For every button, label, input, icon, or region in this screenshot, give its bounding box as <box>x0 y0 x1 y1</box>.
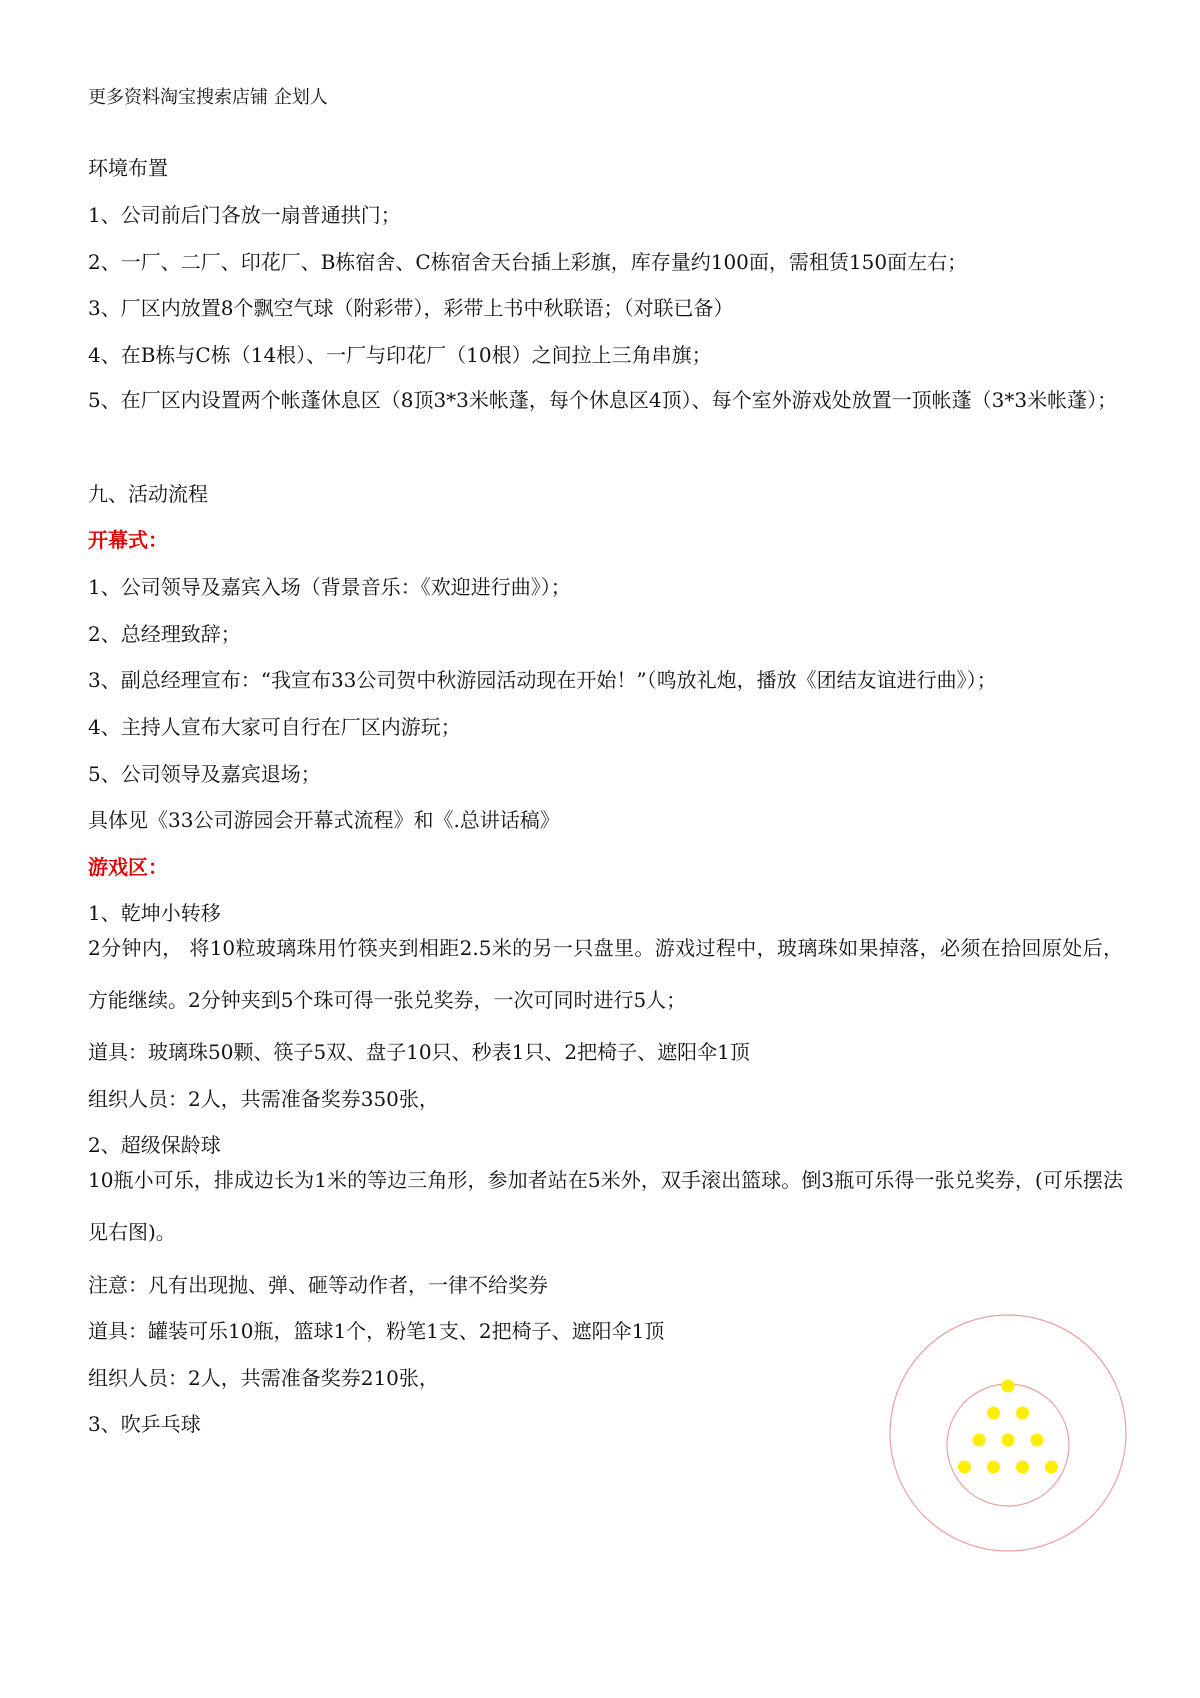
env-item-5: 5、在厂区内设置两个帐蓬休息区（8顶3*3米帐蓬，每个休息区4顶）、每个室外游戏处放置一顶帐蓬（3*3米帐蓬）； <box>88 388 1118 412</box>
game2-note: 注意：凡有出现抛、弹、砸等动作者，一律不给奖券 <box>88 1273 548 1297</box>
opening-item-3: 3、副总经理宣布：“我宣布33公司贺中秋游园活动现在开始！”（鸣放礼炮，播放《团结友谊进行曲》）； <box>88 668 997 692</box>
opening-item-5: 5、公司领导及嘉宾退场； <box>88 762 321 786</box>
outer-circle <box>890 1315 1126 1551</box>
game1-props: 道具：玻璃珠50颗、筷子5双、盘子10只、秒表1只、2把椅子、遮阳伞1顶 <box>88 1040 750 1064</box>
bottle-dot <box>1002 1434 1015 1447</box>
env-item-4: 4、在B栋与C栋（14根）、一厂与印花厂（10根）之间拉上三角串旗； <box>88 343 712 367</box>
bottle-dots <box>958 1380 1058 1474</box>
opening-title: 开幕式： <box>88 528 168 552</box>
opening-note: 具体见《33公司游园会开幕式流程》和《.总讲话稿》 <box>88 808 560 832</box>
game1-title: 1、乾坤小转移 <box>88 901 221 925</box>
opening-item-1: 1、公司领导及嘉宾入场（背景音乐：《欢迎进行曲》）； <box>88 575 571 599</box>
bottle-dot <box>987 1407 1000 1420</box>
bottle-dot <box>958 1461 971 1474</box>
opening-item-2: 2、总经理致辞； <box>88 622 241 646</box>
game1-description: 2分钟内， 将10粒玻璃珠用竹筷夹到相距2.5米的另一只盘里。游戏过程中，玻璃珠如果掉落，必须在拾回原处后，方能继续。2分钟夹到5个珠可得一张兑奖券，一次可同时进行5人； <box>88 936 1123 1012</box>
env-item-3: 3、厂区内放置8个飘空气球（附彩带），彩带上书中秋联语；（对联已备） <box>88 296 734 320</box>
bottle-dot <box>1045 1461 1058 1474</box>
game1-staff: 组织人员：2人，共需准备奖券350张， <box>88 1087 439 1111</box>
opening-item-4: 4、主持人宣布大家可自行在厂区内游玩； <box>88 715 461 739</box>
bottle-dot <box>1016 1461 1029 1474</box>
game2-description: 10瓶小可乐，排成边长为1米的等边三角形，参加者站在5米外，双手滚出篮球。倒3瓶可乐得一张兑奖券，(可乐摆法见右图)。 <box>88 1168 1123 1244</box>
game3-title: 3、吹乒乓球 <box>88 1412 201 1436</box>
bowling-layout-diagram <box>888 1313 1128 1553</box>
flow-section-title: 九、活动流程 <box>88 482 208 506</box>
env-section-title: 环境布置 <box>88 156 168 180</box>
bottle-dot <box>1002 1380 1015 1393</box>
games-title: 游戏区： <box>88 855 168 879</box>
bottle-dot <box>973 1434 986 1447</box>
game2-staff: 组织人员：2人，共需准备奖券210张， <box>88 1366 439 1390</box>
env-item-2: 2、一厂、二厂、印花厂、B栋宿舍、C栋宿舍天台插上彩旗，库存量约100面，需租赁150面左右； <box>88 250 968 274</box>
bottle-dot <box>1031 1434 1044 1447</box>
bottle-dot <box>987 1461 1000 1474</box>
env-item-1: 1、公司前后门各放一扇普通拱门； <box>88 203 401 227</box>
game2-props: 道具：罐装可乐10瓶，篮球1个，粉笔1支、2把椅子、遮阳伞1顶 <box>88 1319 665 1343</box>
bottle-dot <box>1016 1407 1029 1420</box>
header-text: 更多资料淘宝搜索店铺 企划人 <box>88 87 328 108</box>
game2-title: 2、超级保龄球 <box>88 1133 221 1157</box>
